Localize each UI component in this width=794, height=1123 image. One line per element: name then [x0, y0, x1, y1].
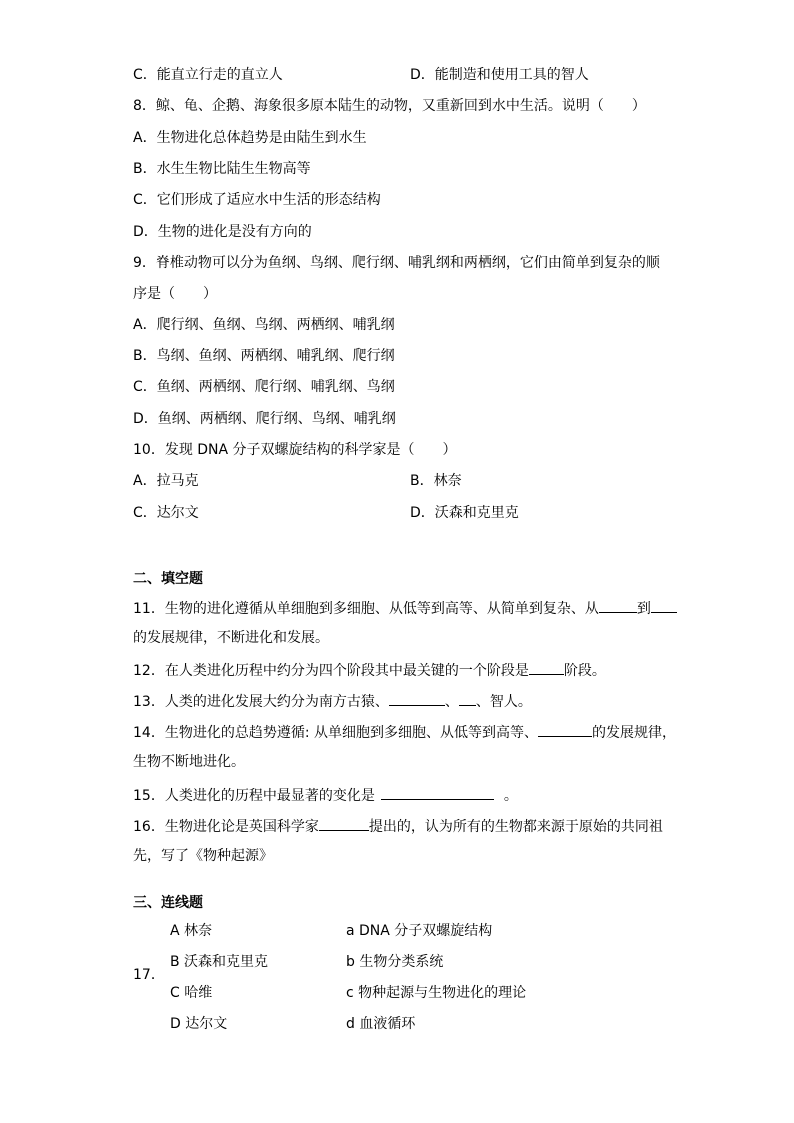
q14-line1 — [133, 721, 676, 741]
q15-blank[interactable] — [381, 784, 494, 800]
q10-option-b: B．林奈 — [410, 473, 462, 489]
q13-text-b: 、 — [444, 694, 459, 710]
match-right-item-c: c 物种起源与生物进化的理论 — [346, 985, 527, 1001]
q8-option-d: D．生物的进化是没有方向的 — [133, 224, 312, 240]
q15 — [133, 784, 518, 804]
q8-option-a: A．生物进化总体趋势是由陆生到水生 — [133, 130, 367, 146]
q16-blank[interactable] — [319, 815, 369, 831]
q16-line1 — [133, 815, 663, 835]
q16-text-b: 提出的，认为所有的生物都来源于原始的共同祖 — [368, 819, 663, 835]
q9-stem-line1: 9．脊椎动物可以分为鱼纲、鸟纲、爬行纲、哺乳纲和两栖纲，它们由简单到复杂的顺 — [133, 255, 660, 271]
q11-blank-1[interactable] — [599, 597, 637, 613]
q9-option-b: B．鸟纲、鱼纲、两栖纲、哺乳纲、爬行纲 — [133, 348, 395, 364]
q10-stem: 10．发现 DNA 分子双螺旋结构的科学家是（ ） — [133, 442, 457, 458]
section3-title: 三、连线题 — [133, 895, 203, 911]
match-left-item-b: B 沃森和克里克 — [170, 954, 269, 970]
q15-text-b: 。 — [503, 788, 518, 804]
q9-option-a: A．爬行纲、鱼纲、鸟纲、两栖纲、哺乳纲 — [133, 317, 395, 333]
q8-option-b: B．水生生物比陆生生物高等 — [133, 161, 311, 177]
q7-option-d: D．能制造和使用工具的智人 — [410, 67, 589, 83]
q10-option-d: D．沃森和克里克 — [410, 505, 519, 521]
q11-line2: 的发展规律，不断进化和发展。 — [133, 630, 329, 646]
q16-text-a: 16．生物进化论是英国科学家 — [133, 819, 319, 835]
q11-line1 — [133, 597, 677, 617]
q12-text-a: 12．在人类进化历程中约分为四个阶段其中最关键的一个阶段是 — [133, 663, 529, 679]
q10-option-c: C．达尔文 — [133, 505, 199, 521]
q13-blank-2[interactable] — [459, 690, 476, 706]
q8-stem: 8．鲸、龟、企鹅、海象很多原本陆生的动物，又重新回到水中生活。说明（ ） — [133, 98, 646, 114]
match-left-item-d: D 达尔文 — [170, 1016, 228, 1032]
q9-option-d: D．鱼纲、两栖纲、爬行纲、鸟纲、哺乳纲 — [133, 411, 396, 427]
q17-number: 17． — [133, 967, 165, 983]
q12 — [133, 659, 606, 679]
q13-blank-1[interactable] — [389, 690, 445, 706]
q15-text-a: 15．人类进化的历程中最显著的变化是 — [133, 788, 375, 804]
match-left-item-c: C 哈维 — [170, 985, 213, 1001]
match-right-item-a: a DNA 分子双螺旋结构 — [346, 923, 493, 939]
q11-text-b: 到 — [636, 601, 651, 617]
match-right-item-d: d 血液循环 — [346, 1016, 416, 1032]
q13-text-c: 、智人。 — [475, 694, 532, 710]
q14-blank[interactable] — [538, 721, 592, 737]
q8-option-c: C．它们形成了适应水中生活的形态结构 — [133, 192, 381, 208]
q9-stem-line2: 序是（ ） — [133, 286, 217, 302]
q14-text-b: 的发展规律， — [591, 725, 676, 741]
q11-text-a: 11．生物的进化遵循从单细胞到多细胞、从低等到高等、从简单到复杂、从 — [133, 601, 599, 617]
q13 — [133, 690, 532, 710]
q12-text-b: 阶段。 — [563, 663, 606, 679]
q7-option-c: C．能直立行走的直立人 — [133, 67, 283, 83]
q11-blank-2[interactable] — [651, 597, 677, 613]
match-right-item-b: b 生物分类系统 — [346, 954, 444, 970]
q10-option-a: A．拉马克 — [133, 473, 199, 489]
q13-text-a: 13．人类的进化发展大约分为南方古猿、 — [133, 694, 389, 710]
section2-title: 二、填空题 — [133, 571, 203, 587]
match-left-item-a: A 林奈 — [170, 923, 213, 939]
q12-blank[interactable] — [529, 659, 564, 675]
q14-line2: 生物不断地进化。 — [133, 754, 245, 770]
q14-text-a: 14．生物进化的总趋势遵循: 从单细胞到多细胞、从低等到高等、 — [133, 725, 538, 741]
q16-line2: 先，写了《物种起源》 — [133, 848, 273, 864]
q9-option-c: C．鱼纲、两栖纲、爬行纲、哺乳纲、鸟纲 — [133, 379, 395, 395]
